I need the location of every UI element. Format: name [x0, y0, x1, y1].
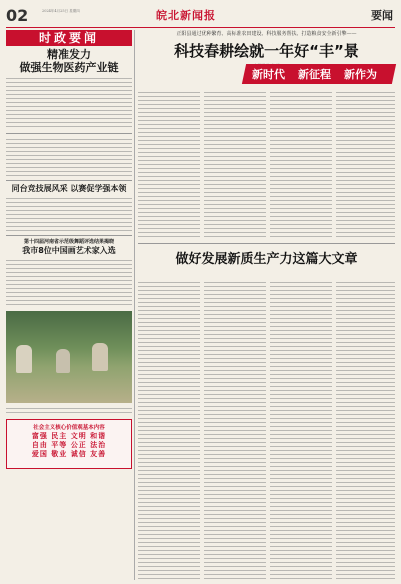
column-divider	[134, 30, 135, 580]
core-values-title: 社会主义核心价值观基本内容	[33, 425, 105, 431]
core-values-row: 自由 平等 公正 法治	[31, 440, 107, 449]
core-values-row: 爱国 敬业 诚信 友善	[31, 449, 107, 458]
feature-body-col4	[336, 280, 395, 580]
story3-title: 我市8位中国画艺术家入选	[22, 246, 116, 255]
lead-body-col1	[138, 90, 200, 240]
lead-body-col4	[336, 90, 395, 240]
lead-headline: 科技春耕绘就一年好“丰”景	[174, 42, 359, 60]
feature-body-col3	[270, 280, 332, 580]
left-column	[6, 30, 132, 469]
core-values-row: 富强 民主 文明 和谐	[31, 431, 107, 440]
lead-body-col2	[204, 90, 266, 240]
story3-kicker: 第十四届河南省示范级舞蹈评选结果揭晓	[23, 239, 114, 245]
feature-body-col1	[138, 280, 200, 580]
photo-caption	[6, 406, 132, 416]
story1-subtitle: 做强生物医药产业链	[19, 61, 119, 74]
section-rule	[138, 243, 395, 244]
story-body-2	[6, 137, 132, 177]
section-label: 要闻	[371, 9, 393, 22]
story2-title: 同台竞技展风采 以赛促学强本领	[11, 184, 127, 193]
page-header	[6, 5, 395, 28]
slogan-word: 新征程	[298, 68, 331, 81]
dateline: 2024年4月25日 星期四	[42, 9, 80, 13]
story3-body	[6, 258, 132, 308]
masthead: 皖北新闻报	[156, 9, 216, 22]
lead-subhead: 正阳县通过优种繁育、高标准农田建设、科技服务帮扶、打造粮食安全新引擎——	[176, 31, 357, 37]
story2-body	[6, 196, 132, 232]
page-number: 02	[6, 6, 29, 25]
section-banner: 时政要闻	[6, 30, 132, 46]
slogan-word: 新作为	[344, 68, 377, 81]
core-values-box	[6, 419, 132, 469]
story1-body	[6, 76, 132, 130]
divider	[6, 133, 132, 134]
slogan-word: 新时代	[252, 68, 285, 81]
lead-body-col3	[270, 90, 332, 240]
story1-title: 精准发力	[47, 48, 91, 61]
slogan-graphic	[242, 64, 396, 84]
divider	[6, 180, 132, 181]
feature-body-col2	[204, 280, 266, 580]
divider	[6, 235, 132, 236]
news-photo	[6, 311, 132, 403]
feature-headline: 做好发展新质生产力这篇大文章	[175, 252, 358, 267]
